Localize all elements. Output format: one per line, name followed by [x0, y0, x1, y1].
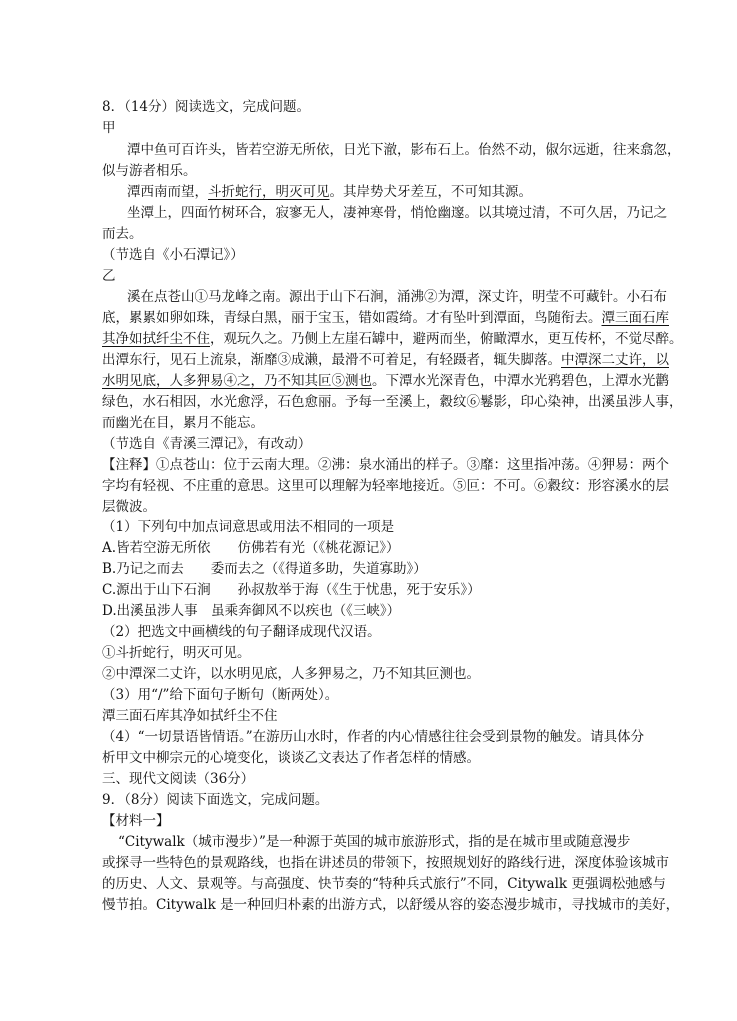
material-1-line-1: “Citywalk（城市漫步）”是一种源于英国的城市旅游形式，指的是在城市里或随意漫步 — [118, 834, 631, 850]
jia-paragraph-3-line-2: 而去。 — [102, 226, 143, 242]
q8-title: 8．（14分）阅读选文，完成问题。 — [102, 99, 311, 115]
section-3-heading: 三、现代文阅读（36分） — [102, 771, 255, 787]
jia-paragraph-1-line-1: 潭中鱼可百许头，皆若空游无所依，日光下澈，影布石上。佁然不动，俶尔远逝，往来翕忽， — [127, 142, 681, 158]
yi-l4-text: 出潭东行，见石上流泉，渐靡③成濑，最滑不可着足，有轻蹑者，辄失脚落。 — [102, 352, 561, 368]
jia-source: （节选自《小石潭记》） — [102, 247, 244, 263]
question-3: （3）用“/”给下面句子断句（断两处）。 — [102, 687, 339, 703]
question-2-item-2: ②中潭深二丈许，以水明见底，人多狎易之，乃不知其叵测也。 — [102, 666, 480, 682]
jia-paragraph-2 — [127, 182, 532, 203]
question-2-item-1: ①斗折蛇行，明灭可见。 — [102, 645, 251, 661]
yi-l3-text: ，观玩久之。乃侧上左崖石罅中，避两而坐，俯瞰潭水，更互传杯，不觉尽醉。 — [210, 331, 683, 347]
jia-paragraph-1-line-2: 似与游者相乐。 — [102, 163, 197, 179]
question-3-sentence: 潭三面石库其净如拭纤尘不住 — [102, 708, 278, 724]
yi-line-4 — [102, 350, 669, 371]
material-1-line-3: 的历史、人文、景观等。与高强度、快节奏的“特种兵式旅行”不同，Citywalk 更强调松弛感与 — [102, 876, 666, 892]
notes-line-1: 【注释】①点苍山：位于云南大理。②沸：泉水涌出的样子。③靡：这里指冲荡。④狎易：两个 — [102, 457, 669, 473]
yi-l2-text: 底，累累如卵如珠，青绿白黑，丽于宝玉，错如霞绮。才有坠叶到潭面，鸟随衔去。 — [102, 310, 602, 326]
yi-underlined-1b: 其净如拭纤尘不住 — [102, 331, 210, 347]
yi-line-5 — [102, 371, 669, 392]
notes-line-2: 字均有轻视、不庄重的意思。这里可以理解为轻率地接近。⑤叵：不可。⑥縠纹：形容溪水的层 — [102, 478, 669, 494]
jia-underlined-sentence: 斗折蛇行，明灭可见 — [208, 184, 330, 200]
question-1: （1）下列句中加点词意思或用法不相同的一项是 — [102, 519, 395, 535]
material-1-line-2: 或探寻一些特色的景观路线，也指在讲述员的带领下，按照规划好的路线行进，深度体验该城市 — [102, 855, 669, 871]
question-4-line-1: （4）“一切景语皆情语。”在游历山水时，作者的内心情感往往会受到景物的触发。请具体分 — [102, 729, 645, 745]
option-d: D.出溪虽涉人事 虽乘奔御风不以疾也（《三峡》） — [102, 603, 401, 619]
notes-line-3: 层微波。 — [102, 499, 156, 515]
material-1-line-4: 慢节拍。Citywalk 是一种回归朴素的出游方式，以舒缓从容的姿态漫步城市，寻找城市的美好， — [102, 897, 680, 913]
yi-line-1: 溪在点苍山①马龙峰之南。源出于山下石涧，涌沸②为潭，深丈许，明莹不可藏针。小石布 — [127, 289, 667, 305]
yi-underlined-2b: 水明见底，人多狎易④之，乃不知其叵⑤测也 — [102, 373, 372, 389]
option-b: B.乃记之而去 委而去之（《得道多助，失道寡助》） — [102, 561, 427, 577]
yi-line-2 — [102, 308, 669, 329]
text-jia-label: 甲 — [102, 120, 116, 136]
text-yi-label: 乙 — [102, 268, 116, 284]
question-2: （2）把选文中画横线的句子翻译成现代汉语。 — [102, 624, 381, 640]
yi-underlined-1a: 潭三面石库 — [601, 310, 669, 326]
jia-p2-end: 。其岸势犬牙差互，不可知其源。 — [329, 184, 532, 200]
yi-l5-text: 。下潭水光深青色，中潭水光鸦碧色，上潭水光鹳 — [372, 373, 669, 389]
yi-source: （节选自《青溪三潭记》，有改动） — [102, 436, 312, 452]
yi-underlined-2a: 中潭深二丈许，以 — [561, 352, 669, 368]
material-1-label: 【材料一】 — [102, 813, 170, 829]
yi-line-3 — [102, 329, 683, 350]
yi-line-6: 绿色，水石相因，水光愈浮，石色愈丽。予每一至溪上，縠纹⑥鬈影，印心染神，出溪虽涉人事， — [102, 394, 683, 410]
jia-p2-start: 潭西南而望， — [127, 184, 208, 200]
yi-line-7: 而幽光在目，累月不能忘。 — [102, 415, 264, 431]
option-a: A.皆若空游无所依 仿佛若有光（《桃花源记》） — [102, 540, 400, 556]
jia-paragraph-3-line-1: 坐潭上，四面竹树环合，寂寥无人，凄神寒骨，悄怆幽邃。以其境过清，不可久居，乃记之 — [127, 205, 667, 221]
q9-title: 9．（8分）阅读下面选文，完成问题。 — [102, 792, 329, 808]
question-4-line-2: 析甲文中柳宗元的心境变化，谈谈乙文表达了作者怎样的情感。 — [102, 750, 480, 766]
option-c: C.源出于山下石涧 孙叔敖举于海（《生于忧患，死于安乐》） — [102, 582, 481, 598]
